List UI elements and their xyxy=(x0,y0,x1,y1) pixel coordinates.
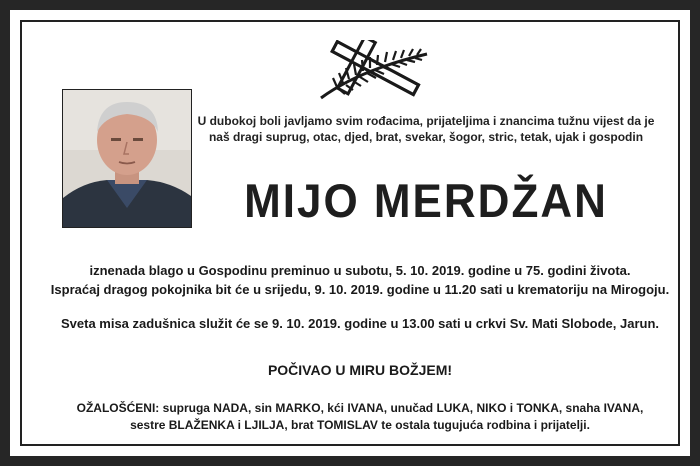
intro-line-1: U dubokoj boli javljamo svim rođacima, prijateljima i znancima tužnu vijest da je xyxy=(197,114,655,128)
mourners-line-2: sestre BLAŽENKA i LJILJA, brat TOMISLAV te ostala tugujuća rodbina i prijatelji. xyxy=(130,418,590,432)
obituary-card xyxy=(10,10,690,456)
death-and-farewell xyxy=(40,261,680,299)
memorial-mass: Sveta misa zadušnica služit će se 9. 10. 2019. godine u 13.00 sati u crkvi Sv. Mati Slobode, Jarun. xyxy=(60,316,659,331)
announcement-intro xyxy=(196,113,656,145)
mourners-list xyxy=(40,400,680,434)
rest-in-peace: POČIVAO U MIRU BOŽJEM! xyxy=(267,362,453,378)
intro-line-2: naš dragi suprug, otac, djed, brat, svekar, šogor, stric, tetak, ujak i gospodin xyxy=(208,130,644,144)
portrait-photo xyxy=(62,89,192,228)
mourners-line-1: OŽALOŠĆENI: supruga NADA, sin MARKO, kći IVANA, unučad LUKA, NIKO i TONKA, snaha IVANA, xyxy=(76,401,644,415)
deceased-name: MIJO MERDŽAN xyxy=(244,175,608,228)
cross-with-palm-icon xyxy=(309,40,433,104)
death-line-1: iznenada blago u Gospodinu preminuo u subotu, 5. 10. 2019. godine u 75. godini života. xyxy=(89,263,631,278)
death-line-2: Ispraćaj dragog pokojnika bit će u srijedu, 9. 10. 2019. godine u 11.20 sati u krematoriju na Mirogoju. xyxy=(50,282,670,297)
